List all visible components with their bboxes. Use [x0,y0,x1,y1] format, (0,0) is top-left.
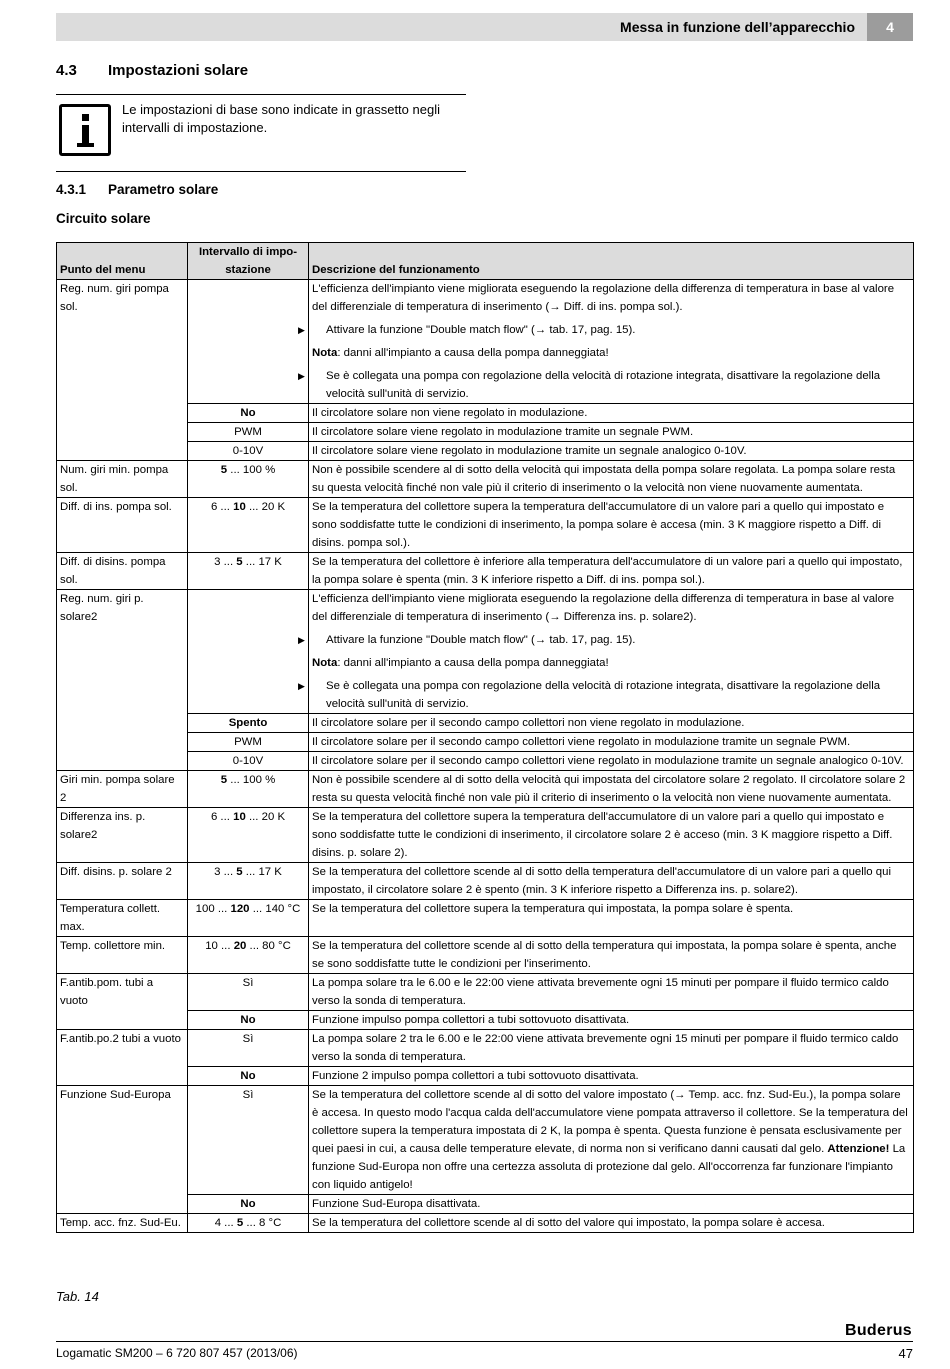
description-paragraph [312,404,910,422]
description-cell [309,752,914,771]
setting-range-cell [188,280,309,404]
description-paragraph [312,1011,910,1029]
setting-range-cell [188,937,309,974]
range-min: 6 ... [210,501,234,513]
range-min: 3 ... [214,866,237,878]
description-text: : danni all'impianto a causa della pompa danneggiata! [337,657,609,669]
description-paragraph [312,590,910,626]
table-row [57,863,914,900]
description-text: Attivare la funzione "Double match flow" (→ tab. 17, pag. 15). [326,324,636,336]
range-max: ... 100 % [227,774,276,786]
description-paragraph [312,974,910,1010]
range-max: ... 20 K [245,501,286,513]
description-text: Non è possibile scendere al di sotto della velocità qui impostata della pompa solare regolata. La pompa solare resta su questa velocità finché non vale più il criterio di inserimento o la velocità non viene nuovamente aumentata. [312,464,896,494]
menu-point-cell: Num. giri min. pompa sol. [57,461,188,498]
setting-range-cell [188,590,309,714]
setting-range-cell [188,808,309,863]
range-max: ... 100 % [227,464,276,476]
range-default: 5 [236,1217,244,1229]
setting-range-cell: Sì [188,1030,309,1067]
description-cell [309,404,914,423]
description-cell [309,808,914,863]
description-paragraph [312,714,910,732]
description-paragraph [312,498,910,552]
description-text: Il circolatore solare per il secondo campo collettori viene regolato in modulazione tramite un segnale analogico 0-10V. [312,755,904,767]
header-description: Descrizione del funzionamento [309,243,914,280]
description-cell [309,1011,914,1030]
range-max: ... 20 K [245,811,286,823]
instruction-item [298,321,910,339]
table-row [57,590,914,714]
description-text: Se la temperatura del collettore scende al di sotto della temperatura qui impostata, la pompa solare è spenta, anche se sono soddisfatte tutte le condizioni per l'inserimento. [312,940,897,970]
description-text: Il circolatore solare per il secondo campo collettori non viene regolato in modulazione. [312,717,745,729]
setting-range-cell: 0-10V [188,442,309,461]
menu-point-cell: Diff. di ins. pompa sol. [57,498,188,553]
description-text: Se è collegata una pompa con regolazione della velocità di rotazione integrata, disattivare la regolazione della velocità sull'unità di servizio. [326,370,881,400]
description-paragraph [312,1195,910,1213]
warning-text: La funzione Sud-Europa non offre una certezza assoluta di protezione dal gelo. All'occorrenza far funzionare l'impianto con liquido antigelo! [312,1143,906,1191]
setting-range-cell: PWM [188,733,309,752]
note-text: Le impostazioni di base sono indicate in grassetto negli intervalli di impostazione. [122,102,440,135]
range-min: 6 ... [210,811,234,823]
section-title [56,62,248,79]
menu-point-cell: Temp. collettore min. [57,937,188,974]
description-paragraph [312,1067,910,1085]
description-text: Se è collegata una pompa con regolazione della velocità di rotazione integrata, disattivare la regolazione della velocità sull'unità di servizio. [326,680,881,710]
menu-point-cell: Giri min. pompa solare 2 [57,771,188,808]
info-icon [59,104,111,156]
range-min: 10 ... [205,940,234,952]
bold-lead: Nota [312,657,338,669]
range-default: No [240,1014,256,1026]
description-cell [309,863,914,900]
description-cell [309,733,914,752]
table-header-row [57,243,914,280]
setting-range-cell: 0-10V [188,752,309,771]
range-default: 120 [230,903,250,915]
description-cell [298,280,914,404]
range-default: No [240,407,256,419]
description-paragraph [312,900,910,918]
chapter-number: 4 [867,13,913,41]
range-default: No [240,1198,256,1210]
description-text: Se la temperatura del collettore supera la temperatura qui impostata, la pompa solare è spenta. [312,903,794,915]
triangle-bullet-icon: ▶ [298,325,305,335]
description-paragraph [312,863,910,899]
description-cell [309,1214,914,1233]
setting-range-cell [188,1011,309,1030]
page-number: 47 [898,1346,913,1361]
range-min: 100 ... [195,903,231,915]
running-header [56,13,913,41]
description-cell [298,590,914,714]
table-row [57,771,914,808]
description-cell [309,553,914,590]
description-cell [309,974,914,1011]
description-text: Il circolatore solare viene regolato in modulazione tramite un segnale analogico 0-10V. [312,445,747,457]
description-paragraph [312,461,910,497]
description-cell [309,771,914,808]
description-text: : danni all'impianto a causa della pompa danneggiata! [337,347,609,359]
description-text: Se la temperatura del collettore è inferiore alla temperatura dell'accumulatore di un valore pari a quello qui impostato, la pompa solare è spenta (min. 3 K inferiore rispetto a Diff. di ins. pompa sol.). [312,556,903,586]
menu-point-cell: Funzione Sud-Europa [57,1086,188,1214]
description-paragraph [312,1214,910,1232]
table-row [57,937,914,974]
range-min: 3 ... [214,556,237,568]
description-paragraph [312,280,910,316]
range-default: 5 [236,866,243,878]
description-cell [309,423,914,442]
subsection-title [56,182,218,197]
description-text: Funzione 2 impulso pompa collettori a tubi sottovuoto disattivata. [312,1070,639,1082]
description-text: Non è possibile scendere al di sotto della velocità qui impostata del circolatore solare 2 regolato. Il circolatore solare 2 resta su questa velocità finché non vale più il criterio di inserimento o la velocità non viene nuovamente aumentata. [312,774,906,804]
range-default: No [240,1070,256,1082]
warning-label: Attenzione! [827,1143,890,1155]
menu-point-cell: Diff. di disins. pompa sol. [57,553,188,590]
setting-range-cell: Sì [188,1086,309,1195]
description-text: Se la temperatura del collettore supera la temperatura dell'accumulatore di un valore pari a quello qui impostato e sono soddisfatte tutte le condizioni di inserimento, la pompa solare è accesa (min. 3 K maggiore rispetto a Diff. di disins. pompa sol.). [312,501,885,549]
range-max: ... 8 °C [243,1217,282,1229]
info-note [56,94,466,172]
header-title: Messa in funzione dell’apparecchio [620,19,855,35]
description-text: La pompa solare 2 tra le 6.00 e le 22:00 viene attivata brevemente ogni 15 minuti per pompare il fluido termico caldo verso la sonda di temperatura. [312,1033,899,1063]
table-row [57,553,914,590]
setting-range-cell [188,771,309,808]
range-default: 10 [233,501,246,513]
table-row [57,1030,914,1067]
description-paragraph [312,808,910,862]
description-cell [309,498,914,553]
table-caption: Tab. 14 [56,1289,99,1304]
table-row [57,461,914,498]
description-text: Funzione Sud-Europa disattivata. [312,1198,481,1210]
description-cell [309,442,914,461]
setting-range-cell: PWM [188,423,309,442]
section-label: Impostazioni solare [108,62,249,79]
triangle-bullet-icon: ▶ [298,635,305,645]
range-max: ... 140 °C [249,903,301,915]
setting-range-cell [188,1067,309,1086]
instruction-item [298,367,910,403]
range-default: 5 [220,774,228,786]
table-row [57,280,914,404]
range-max: ... 17 K [242,866,282,878]
range-min: 4 ... [214,1217,237,1229]
setting-range-cell [188,1214,309,1233]
description-text: Funzione impulso pompa collettori a tubi sottovuoto disattivata. [312,1014,630,1026]
range-default: 10 [233,811,246,823]
instruction-item [298,677,910,713]
setting-range-cell [188,553,309,590]
table-row [57,808,914,863]
description-text: L'efficienza dell'impianto viene migliorata eseguendo la regolazione della differenza di temperatura in base al valore del differenziale di temperatura di inserimento (→ Differenza ins. p. solare2). [312,593,895,623]
table-row [57,900,914,937]
menu-point-cell: Reg. num. giri pompa sol. [57,280,188,461]
setting-range-cell [188,461,309,498]
description-paragraph [312,1086,910,1194]
table-row [57,1086,914,1195]
table-row [57,1214,914,1233]
header-setting-range: Intervallo di impo- stazione [188,243,309,280]
description-cell [309,1030,914,1067]
description-text: Se la temperatura del collettore scende al di sotto del valore qui impostato, la pompa solare è accesa. [312,1217,825,1229]
menu-point-cell: Differenza ins. p. solare2 [57,808,188,863]
triangle-bullet-icon: ▶ [298,371,305,381]
description-paragraph [312,553,910,589]
description-text: La pompa solare tra le 6.00 e le 22:00 viene attivata brevemente ogni 15 minuti per pompare il fluido termico caldo verso la sonda di temperatura. [312,977,889,1007]
range-default: 5 [220,464,228,476]
description-cell [309,1086,914,1195]
description-text: L'efficienza dell'impianto viene migliorata eseguendo la regolazione della differenza di temperatura in base al valore del differenziale di temperatura di inserimento (→ Diff. di ins. pompa sol.). [312,283,895,313]
menu-point-cell: Diff. disins. p. solare 2 [57,863,188,900]
setting-range-cell [188,404,309,423]
triangle-bullet-icon: ▶ [298,681,305,691]
setting-range-cell [188,498,309,553]
description-cell [309,1067,914,1086]
table-row [57,498,914,553]
header-menu-point: Punto del menu [57,243,188,280]
description-paragraph [312,344,910,362]
menu-point-cell: F.antib.po.2 tubi a vuoto [57,1030,188,1086]
description-text: Il circolatore solare viene regolato in modulazione tramite un segnale PWM. [312,426,694,438]
range-default: Spento [228,717,268,729]
description-text: Il circolatore solare non viene regolato in modulazione. [312,407,588,419]
description-text: Il circolatore solare per il secondo campo collettori viene regolato in modulazione tramite un segnale PWM. [312,736,851,748]
circuit-title: Circuito solare [56,211,151,226]
description-cell [309,1195,914,1214]
range-max: ... 80 °C [246,940,291,952]
description-text: Se la temperatura del collettore supera la temperatura dell'accumulatore di un valore pari a quello qui impostato e sono soddisfatte tutte le condizioni di inserimento, il circolatore solare 2 è acceso (min. 3 K maggiore rispetto a Diff. disins. p. solare 2). [312,811,893,859]
subsection-number: 4.3.1 [56,182,87,197]
brand-logo: Buderus [845,1322,912,1339]
footer-divider [56,1341,913,1342]
setting-range-cell [188,1195,309,1214]
setting-range-cell [188,900,309,937]
bold-lead: Nota [312,347,338,359]
description-paragraph [312,1030,910,1066]
table-row [57,974,914,1011]
setting-range-cell [188,863,309,900]
description-cell [309,461,914,498]
parameter-table [56,242,914,1233]
range-max: ... 17 K [242,556,282,568]
menu-point-cell: Temp. acc. fnz. Sud-Eu. [57,1214,188,1233]
instruction-item [298,631,910,649]
description-paragraph [312,937,910,973]
range-default: 20 [233,940,247,952]
description-text: Se la temperatura del collettore scende al di sotto del valore impostato (→ Temp. acc. fnz. Sud-Eu.), la pompa solare è accesa. In questo modo l'acqua calda dell'accumulatore viene pompata attraverso il collettore. Se la temperatura del collettore supera la temperatura impostata di 2 K, la pompa è spenta. Questa funzione è pensata esclusivamente per quei paesi in cui, a causa delle temperature elevate, di norma non si verificano danni causati dal gelo. [312,1089,908,1155]
setting-range-cell [188,714,309,733]
description-cell [309,714,914,733]
description-text: Se la temperatura del collettore scende al di sotto della temperatura dell'accumulatore di un valore pari a quello qui impostato, il circolatore solare 2 è spento (min. 3 K inferiore rispetto a Differenza ins. p. solare2). [312,866,892,896]
setting-range-cell: Sì [188,974,309,1011]
document-reference: Logamatic SM200 – 6 720 807 457 (2013/06) [56,1346,298,1360]
description-paragraph [312,733,910,751]
description-paragraph [312,771,910,807]
description-paragraph [312,423,910,441]
menu-point-cell: Reg. num. giri p. solare2 [57,590,188,771]
description-paragraph [312,442,910,460]
description-cell [309,900,914,937]
range-default: 5 [236,556,243,568]
description-cell [309,937,914,974]
description-text: Attivare la funzione "Double match flow" (→ tab. 17, pag. 15). [326,634,636,646]
section-number: 4.3 [56,62,77,79]
description-paragraph [312,654,910,672]
menu-point-cell: Temperatura collett. max. [57,900,188,937]
menu-point-cell: F.antib.pom. tubi a vuoto [57,974,188,1030]
subsection-label: Parametro solare [108,182,219,197]
description-paragraph [312,752,910,770]
